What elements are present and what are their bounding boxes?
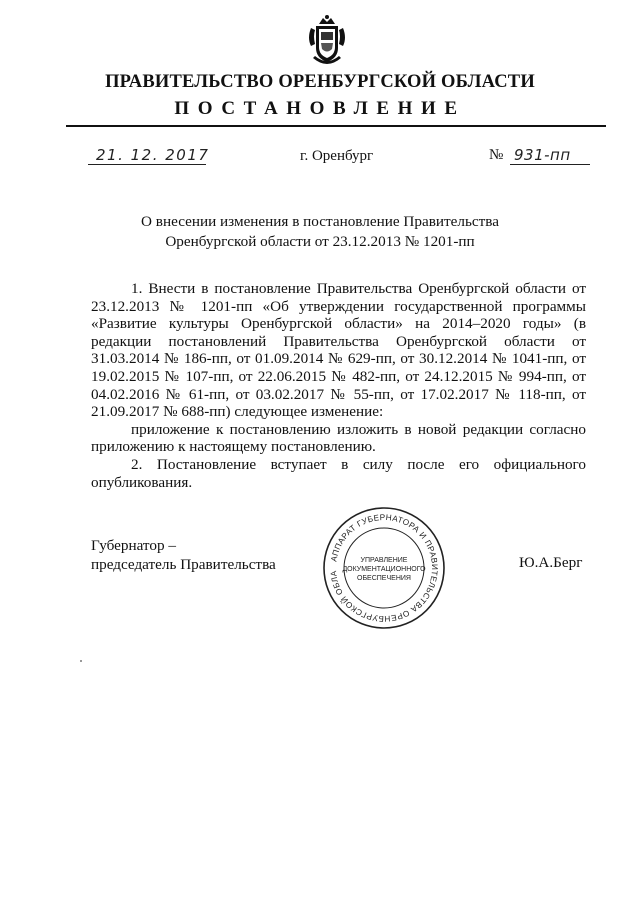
body-paragraph-2: приложение к постановлению изложить в новой редакции согласно приложению к настоящему постановлению. <box>91 420 586 456</box>
date-underline <box>88 164 206 165</box>
body-paragraph-1: 1. Внести в постановление Правительства Оренбургской области от 23.12.2013 № 1201-пп «Об утверждении государственной программы «Развитие культуры Оренбургской области» на 2014–2020 годы» (в редакции постановлений Правительства Оренбургской области от 31.03.2014 № 186-пп, от 01.09.2014 № 629-пп, от 30.12.2014 № 1041-пп, от 19.02.2015 № 107-пп, от 22.06.2015 № 482-пп, от 24.12.2015 № 994-пп, от 04.02.2016 № 61-пп, от 03.02.2017 № 55-пп, от 17.02.2017 № 118-пп, от 21.09.2017 № 688-пп) следующее изменение: <box>91 280 586 421</box>
stamp-center-line-1: УПРАВЛЕНИЕ <box>360 557 408 564</box>
document-number: 931-пп <box>514 146 571 164</box>
number-underline <box>510 164 590 165</box>
organization-title: ПРАВИТЕЛЬСТВО ОРЕНБУРГСКОЙ ОБЛАСТИ <box>105 72 535 92</box>
document-date: 21. 12. 2017 <box>96 146 210 164</box>
document-subject <box>0 212 640 252</box>
header-rule <box>66 125 606 127</box>
body-paragraph-3: 2. Постановление вступает в силу после его официального опубликования. <box>91 455 586 491</box>
position-line-2: председатель Правительства <box>91 556 276 573</box>
official-stamp <box>322 506 446 630</box>
document-body <box>91 280 586 491</box>
subject-line-2: Оренбургской области от 23.12.2013 № 1201-пп <box>165 233 475 250</box>
stamp-center-line-2: ДОКУМЕНТАЦИОННОГО <box>342 566 426 573</box>
signatory-name: Ю.А.Берг <box>519 554 583 571</box>
stamp-ring-text: АППАРАТ ГУБЕРНАТОРА И ПРАВИТЕЛЬСТВА ОРЕНБУРГСКОЙ ОБЛА <box>329 512 440 624</box>
document-type-title: ПОСТАНОВЛЕНИЕ <box>174 98 466 119</box>
position-line-1: Губернатор – <box>91 537 176 554</box>
svg-text:АППАРАТ ГУБЕРНАТОРА И ПРАВИТЕЛ <box>322 506 439 623</box>
stamp-center-line-3: ОБЕСПЕЧЕНИЯ <box>357 575 411 582</box>
scan-speck <box>80 660 82 662</box>
subject-line-1: О внесении изменения в постановление Правительства <box>141 213 499 230</box>
coat-of-arms-icon <box>305 14 349 68</box>
number-label: № <box>489 147 504 163</box>
signatory-position <box>91 536 276 574</box>
document-city: г. Оренбург <box>300 148 374 164</box>
